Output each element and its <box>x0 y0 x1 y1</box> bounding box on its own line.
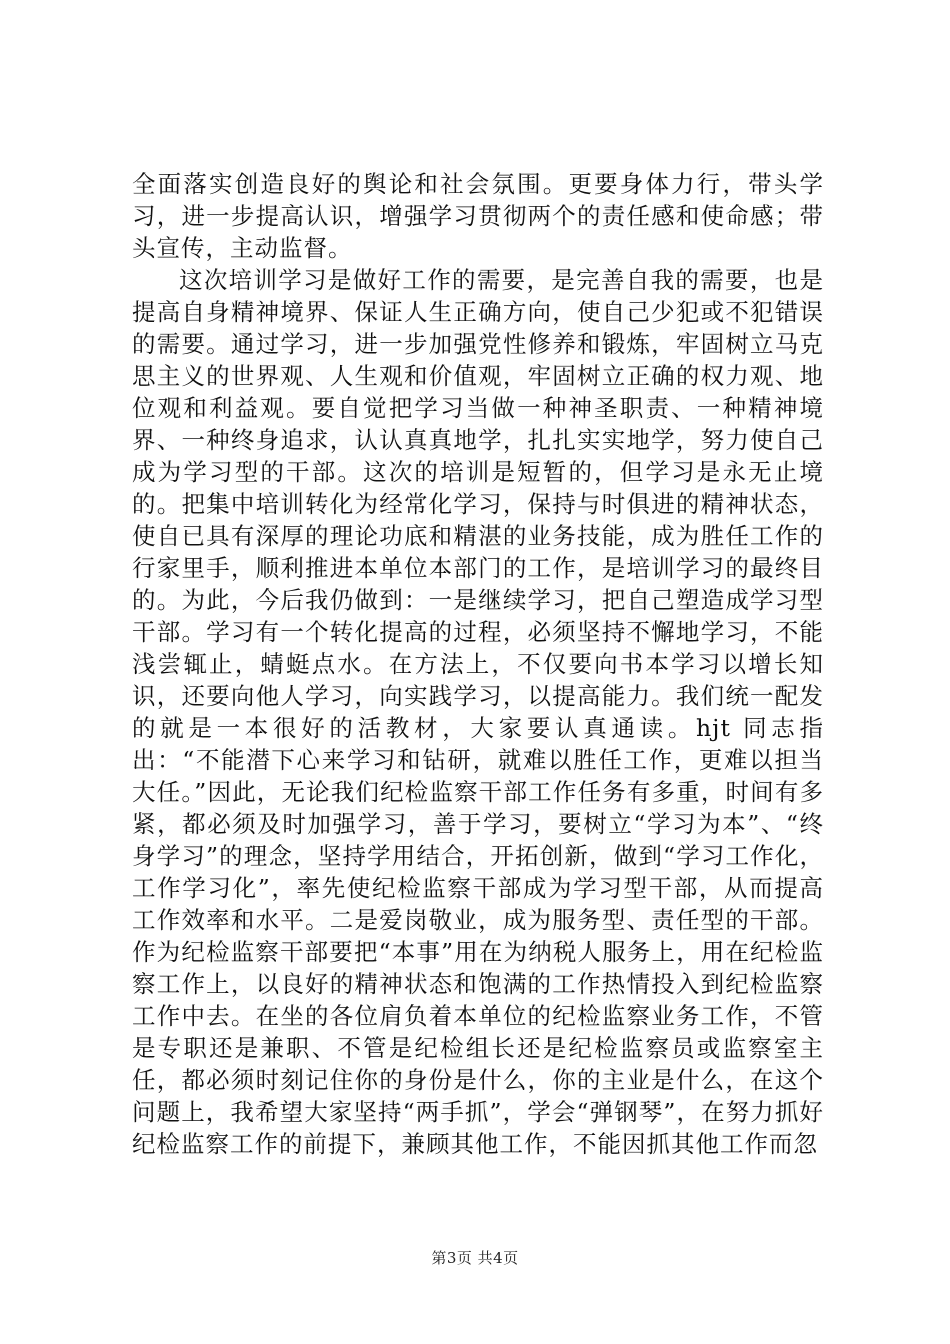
paragraph-continuation: 全面落实创造良好的舆论和社会氛围。更要身体力行，带头学习，进一步提高认识，增强学习贯彻两个的责任感和使命感；带头宣传，主动监督。 <box>132 170 824 262</box>
paragraph-training-study: 这次培训学习是做好工作的需要，是完善自我的需要，也是提高自身精神境界、保证人生正确方向，使自己少犯或不犯错误的需要。通过学习，进一步加强党性修养和锻炼，牢固树立马克思主义的世界观、人生观和价值观，牢固树立正确的权力观、地位观和利益观。要自觉把学习当做一种神圣职责、一种精神境界、一种终身追求，认认真真地学，扎扎实实地学，努力使自己成为学习型的干部。这次的培训是短暂的，但学习是永无止境的。把集中培训转化为经常化学习，保持与时俱进的精神状态，使自已具有深厚的理论功底和精湛的业务技能，成为胜任工作的行家里手，顺利推进本单位本部门的工作，是培训学习的最终目的。为此，今后我仍做到：一是继续学习，把自己塑造成学习型干部。学习有一个转化提高的过程，必须坚持不懈地学习，不能浅尝辄止，蜻蜓点水。在方法上，不仅要向书本学习以增长知识，还要向他人学习，向实践学习，以提高能力。我们统一配发的就是一本很好的活教材，大家要认真通读。hjt 同志指出：“不能潜下心来学习和钻研，就难以胜任工作，更难以担当大任。”因此，无论我们纪检监察干部工作任务有多重，时间有多紧，都必须及时加强学习，善于学习，要树立“学习为本”、“终身学习”的理念，坚持学用结合，开拓创新，做到“学习工作化，工作学习化”，率先使纪检监察干部成为学习型干部，从而提高工作效率和水平。二是爱岗敬业，成为服务型、责任型的干部。作为纪检监察干部要把“本事”用在为纳税人服务上，用在纪检监察工作上，以良好的精神状态和饱满的工作热情投入到纪检监察工作中去。在坐的各位肩负着本单位的纪检监察业务工作，不管是专职还是兼职、不管是纪检组长还是纪检监察员或监察室主任，都必须时刻记住你的身份是什么，你的主业是什么，在这个问题上，我希望大家坚持“两手抓”，学会“弹钢琴”，在努力抓好纪检监察工作的前提下，兼顾其他工作，不能因抓其他工作而忽 <box>132 266 824 1158</box>
page-number-footer: 第3页 共4页 <box>431 1249 519 1267</box>
document-body <box>132 168 824 1160</box>
